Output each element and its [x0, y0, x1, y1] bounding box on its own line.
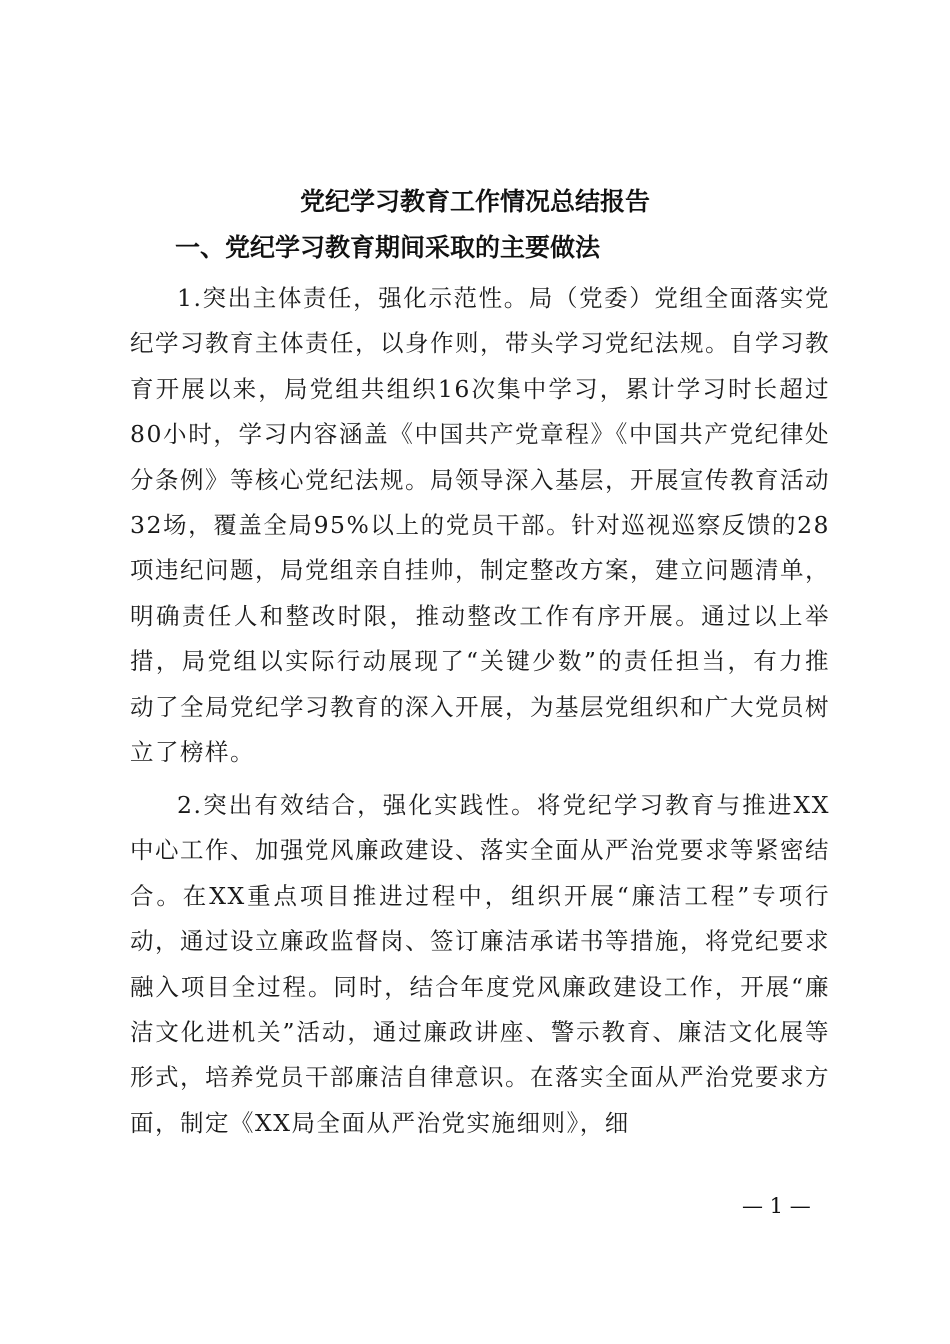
section-heading: 一、党纪学习教育期间采取的主要做法: [175, 233, 601, 262]
document-title: 党纪学习教育工作情况总结报告: [299, 187, 650, 216]
paragraph-2: 2.突出有效结合，强化实践性。将党纪学习教育与推进XX中心工作、加强党风廉政建设、落实全面从严治党要求等紧密结合。在XX重点项目推进过程中，组织开展“廉洁工程”专项行动，通过设立廉政监督岗、签订廉洁承诺书等措施，将党纪要求融入项目全过程。同时，结合年度党风廉政建设工作，开展“廉洁文化进机关”活动，通过廉政讲座、警示教育、廉洁文化展等形式，培养党员干部廉洁自律意识。在落实全面从严治党要求方面，制定《XX局全面从严治党实施细则》，细: [130, 791, 830, 1137]
page-number: — 1 —: [742, 1194, 811, 1218]
paragraph-1: 1.突出主体责任，强化示范性。局（党委）党组全面落实党纪学习教育主体责任，以身作则，带头学习党纪法规。自学习教育开展以来，局党组共组织16次集中学习，累计学习时长超过80小时，学习内容涵盖《中国共产党章程》《中国共产党纪律处分条例》等核心党纪法规。局领导深入基层，开展宣传教育活动32场，覆盖全局95%以上的党员干部。针对巡视巡察反馈的28项违纪问题，局党组亲自挂帅，制定整改方案，建立问题清单，明确责任人和整改时限，推动整改工作有序开展。通过以上举措，局党组以实际行动展现了“关键少数”的责任担当，有力推动了全局党纪学习教育的深入开展，为基层党组织和广大党员树立了榜样。: [130, 284, 830, 767]
